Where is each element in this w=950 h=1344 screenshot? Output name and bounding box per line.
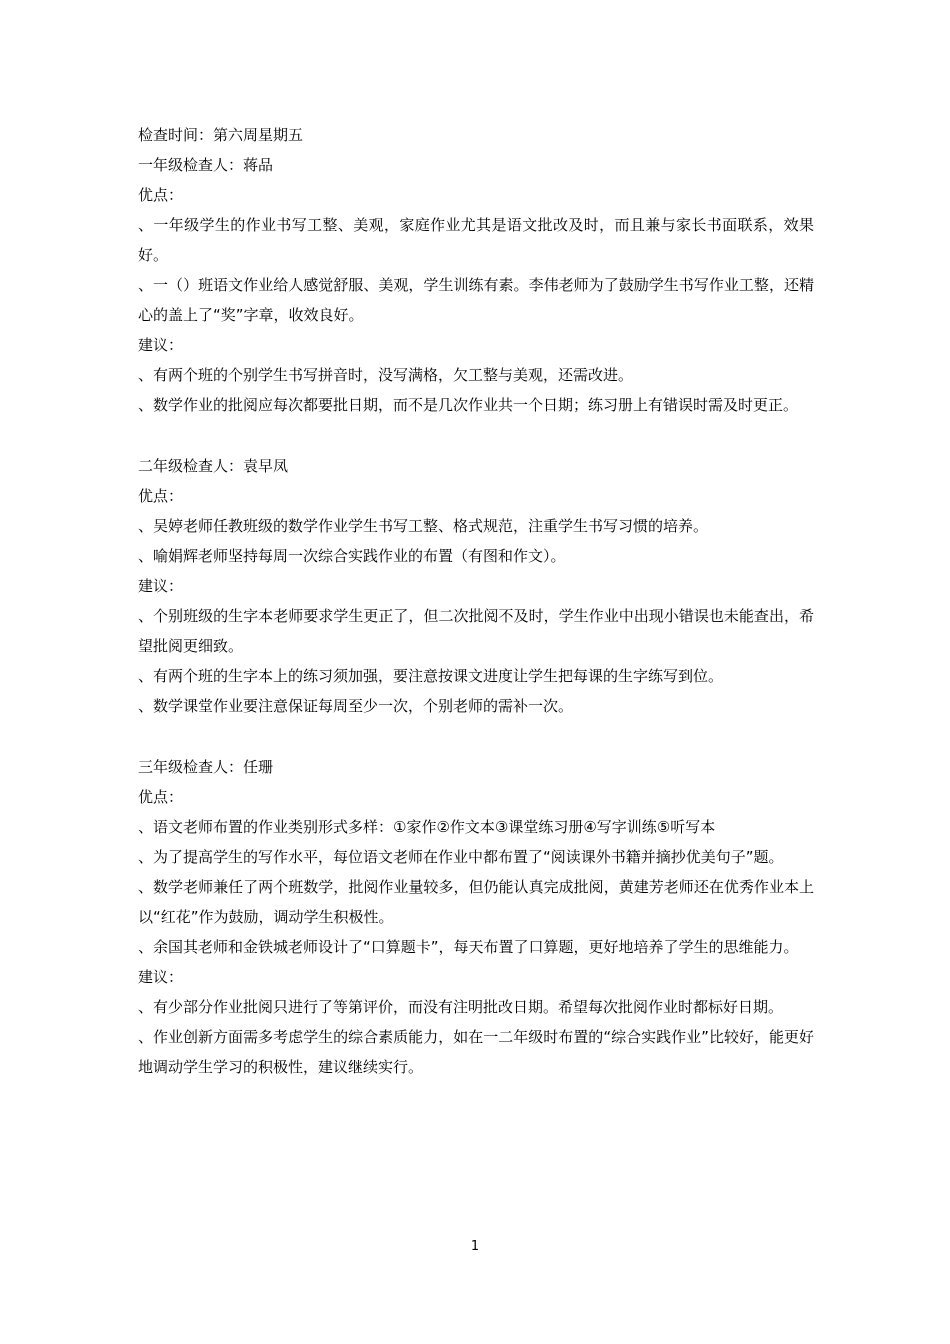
- document-body: [138, 120, 814, 1082]
- page-number: 1: [470, 1239, 480, 1254]
- section-gap: [138, 721, 814, 752]
- grade-1-suggestions-label: 建议：: [138, 336, 184, 354]
- grade-1-suggestion-item: 、有两个班的个别学生书写拼音时，没写满格，欠工整与美观，还需改进。: [138, 366, 634, 384]
- grade-1-suggestion-item: 、数学作业的批阅应每次都要批日期，而不是几次作业共一个日期；练习册上有错误时需及时更正。: [138, 396, 799, 414]
- grade-1-strength-item: 、一（）班语文作业给人感觉舒服、美观，学生训练有素。李伟老师为了鼓励学生书写作业工整，还精心的盖上了“奖”字章，收效良好。: [138, 276, 814, 324]
- check-time: 检查时间：第六周星期五: [138, 126, 304, 144]
- grade-3-strength-item: 、为了提高学生的写作水平，每位语文老师在作业中都布置了“阅读课外书籍并摘抄优美句子”题。: [138, 848, 784, 866]
- grade-3-suggestion-item: 、作业创新方面需多考虑学生的综合素质能力，如在一二年级时布置的“综合实践作业”比较好，能更好地调动学生学习的积极性，建议继续实行。: [138, 1028, 814, 1076]
- grade-1-strength-item: 、一年级学生的作业书写工整、美观，家庭作业尤其是语文批改及时，而且兼与家长书面联系，效果好。: [138, 216, 814, 264]
- grade-2-strengths-label: 优点：: [138, 487, 184, 505]
- grade-3-strengths-label: 优点：: [138, 788, 184, 806]
- grade-1-strengths-label: 优点：: [138, 186, 184, 204]
- grade-3-strength-item: 、数学老师兼任了两个班数学，批阅作业量较多，但仍能认真完成批阅，黄建芳老师还在优秀作业本上以“红花”作为鼓励，调动学生积极性。: [138, 878, 814, 926]
- grade-3-suggestion-item: 、有少部分作业批阅只进行了等第评价，而没有注明批改日期。希望每次批阅作业时都标好日期。: [138, 998, 784, 1016]
- grade-3-checker: 三年级检查人：任珊: [138, 758, 274, 776]
- grade-2-suggestion-item: 、数学课堂作业要注意保证每周至少一次，个别老师的需补一次。: [138, 697, 574, 715]
- grade-3-strength-item: 、语文老师布置的作业类别形式多样：①家作②作文本③课堂练习册④写字训练⑤听写本: [138, 818, 716, 836]
- section-gap: [138, 420, 814, 451]
- grade-1-checker: 一年级检查人：蒋品: [138, 156, 274, 174]
- grade-3-suggestions-label: 建议：: [138, 968, 184, 986]
- grade-2-checker: 二年级检查人：袁早凤: [138, 457, 289, 475]
- grade-2-strength-item: 、喻娟辉老师坚持每周一次综合实践作业的布置（有图和作文）。: [138, 547, 566, 565]
- grade-3-strength-item: 、余国其老师和金铁城老师设计了“口算题卡”，每天布置了口算题，更好地培养了学生的思维能力。: [138, 938, 799, 956]
- grade-2-strength-item: 、吴婷老师任教班级的数学作业学生书写工整、格式规范，注重学生书写习惯的培养。: [138, 517, 709, 535]
- grade-2-suggestion-item: 、个别班级的生字本老师要求学生更正了，但二次批阅不及时，学生作业中出现小错误也未能查出，希望批阅更细致。: [138, 607, 814, 655]
- grade-2-suggestions-label: 建议：: [138, 577, 184, 595]
- grade-2-suggestion-item: 、有两个班的生字本上的练习须加强，要注意按课文进度让学生把每课的生字练写到位。: [138, 667, 724, 685]
